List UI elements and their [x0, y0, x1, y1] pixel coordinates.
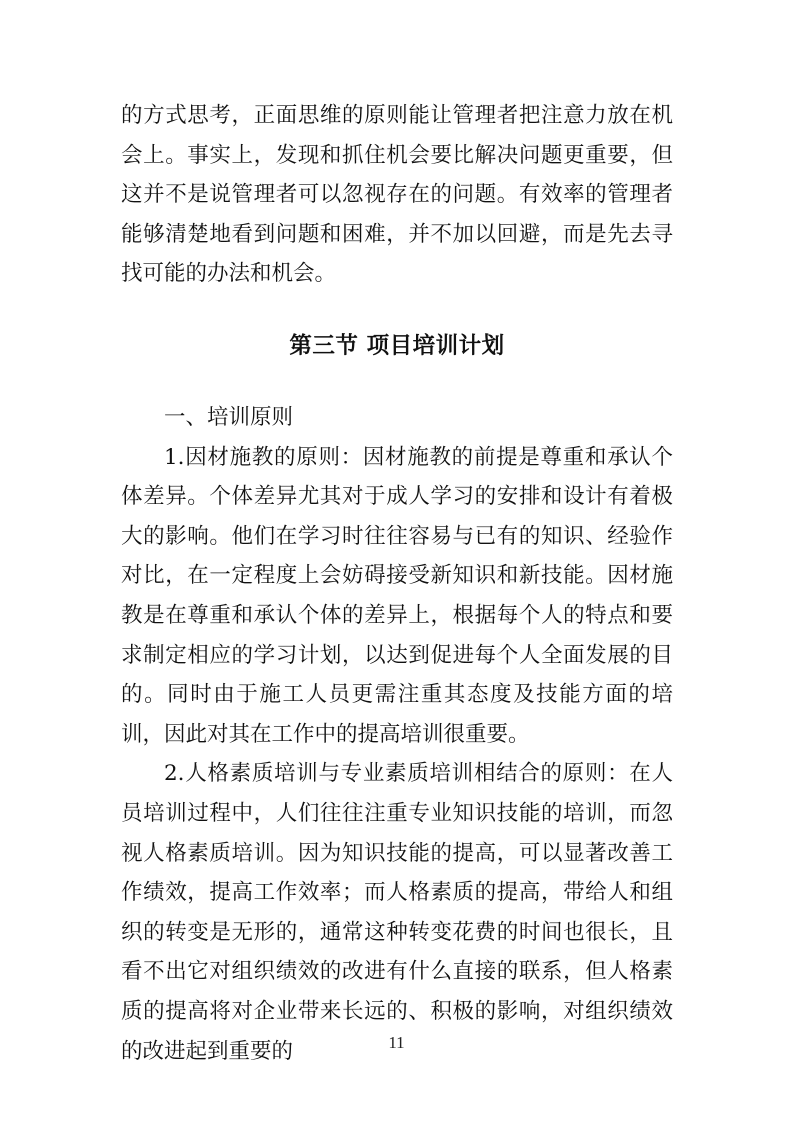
page-number: 11 [388, 1033, 405, 1052]
principle-2-paragraph: 2.人格素质培训与专业素质培训相结合的原则：在人员培训过程中，人们往往注重专业知识技能的培训，而忽视人格素质培训。因为知识技能的提高，可以显著改善工作绩效，提高工作效率；而人格素质的提高，带给人和组织的转变是无形的，通常这种转变花费的时间也很长，且看不出它对组织绩效的改进有什么直接的联系，但人格素质的提高将对企业带来长远的、积极的影响，对组织绩效的改进起到重要的 [121, 761, 673, 1064]
section-heading: 第三节 项目培训计划 [289, 333, 505, 359]
intro-block [121, 96, 673, 294]
principle-1-paragraph: 1.因材施教的原则：因材施教的前提是尊重和承认个体差异。个体差异尤其对于成人学习的安排和设计有着极大的影响。他们在学习时往往容易与已有的知识、经验作对比，在一定程度上会妨碍接受新知识和新技能。因材施教是在尊重和承认个体的差异上，根据每个人的特点和要求制定相应的学习计划，以达到促进每个人全面发展的目的。同时由于施工人员更需注重其态度及技能方面的培训，因此对其在工作中的提高培训很重要。 [121, 444, 673, 747]
principles-subheading: 一、培训原则 [164, 405, 294, 430]
principles-block [121, 398, 673, 1071]
intro-paragraph: 的方式思考，正面思维的原则能让管理者把注意力放在机会上。事实上，发现和抓住机会要比解决问题更重要，但这并不是说管理者可以忽视存在的问题。有效率的管理者能够清楚地看到问题和困难，并不加以回避，而是先去寻找可能的办法和机会。 [121, 103, 673, 287]
